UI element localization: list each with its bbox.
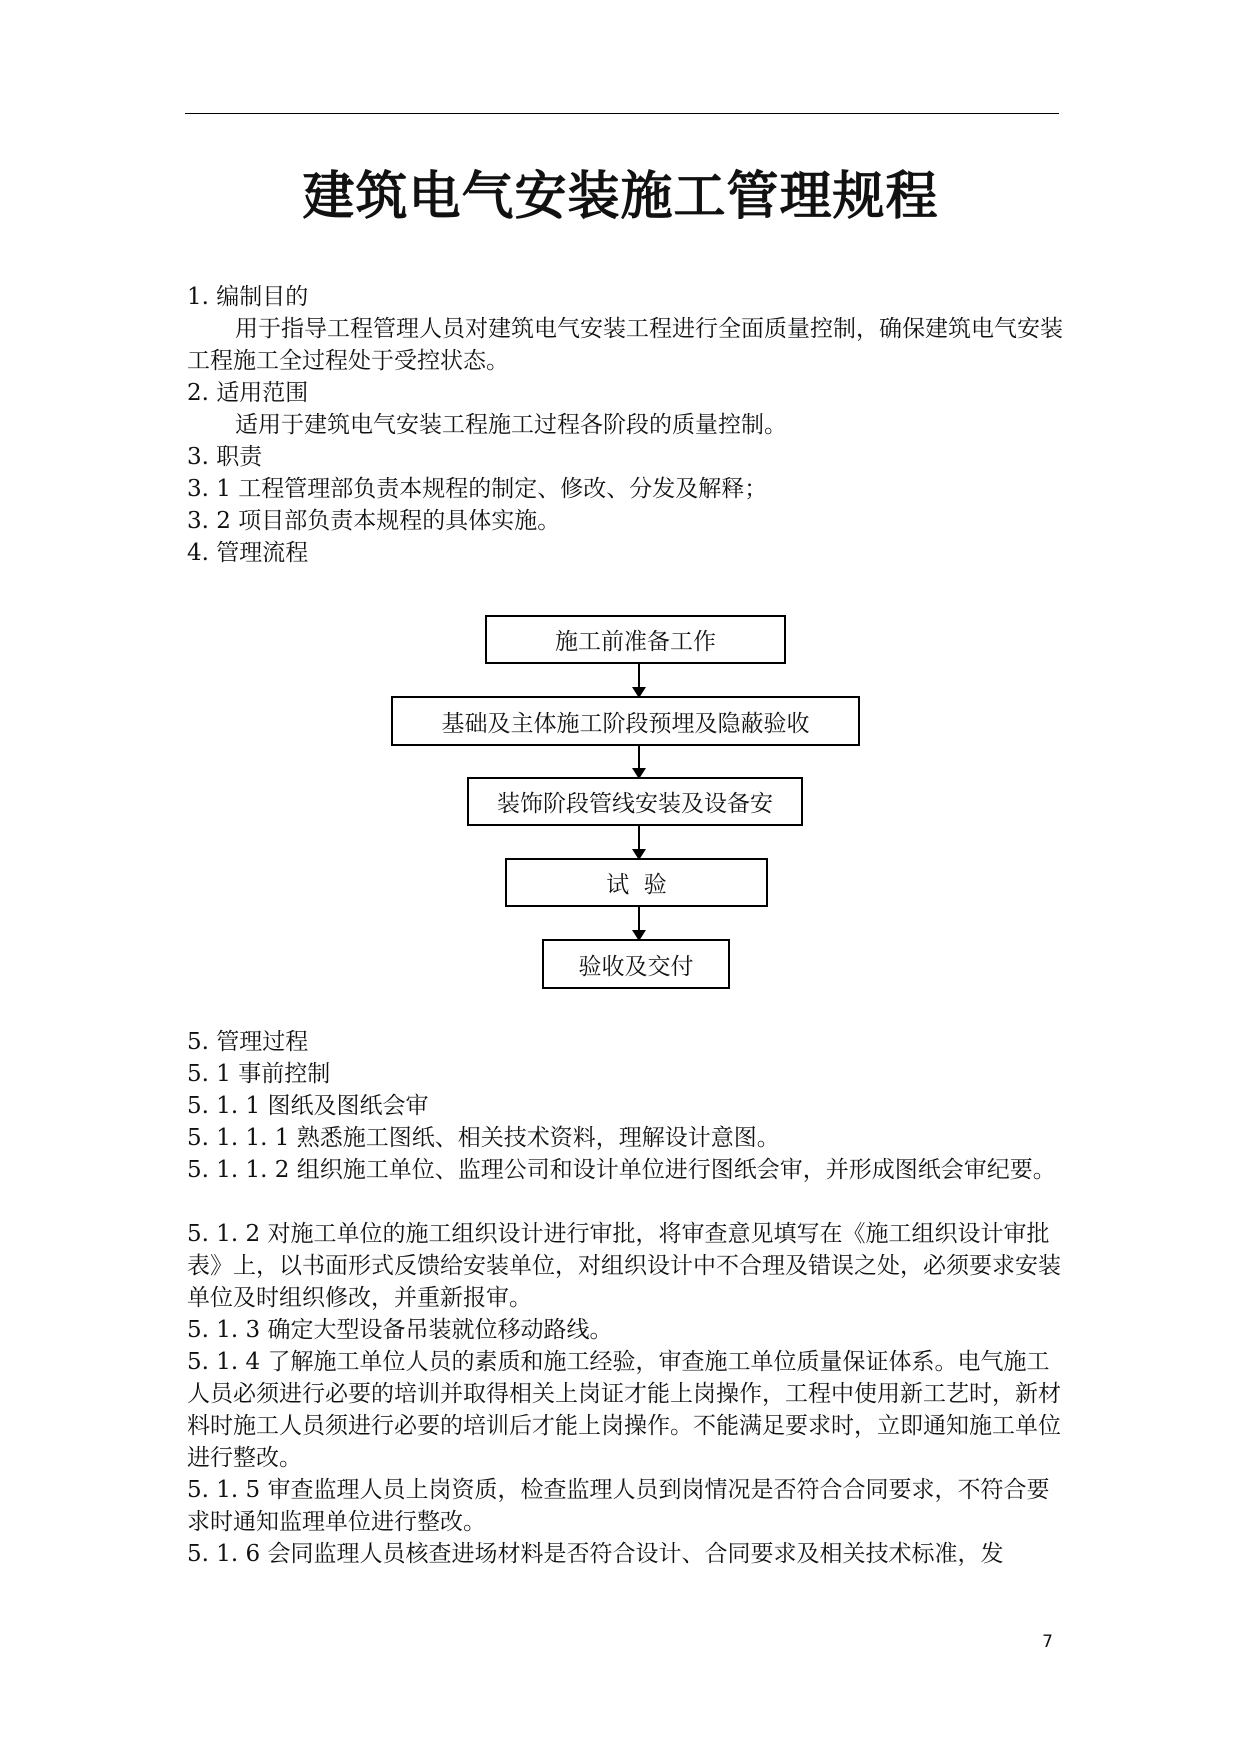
section-2-body: 适用于建筑电气安装工程施工过程各阶段的质量控制。 [235,412,787,438]
section-1-body: 用于指导工程管理人员对建筑电气安装工程进行全面质量控制，确保建筑电气安装工程施工全过程处于受控状态。 [187,316,1063,374]
section-5-1-1: 5. 1. 1 图纸及图纸会审 [187,1093,429,1119]
section-5-1-1-2: 5. 1. 1. 2 组织施工单位、监理公司和设计单位进行图纸会审，并形成图纸会审纪要。 [187,1157,1056,1183]
flowchart-arrow-1 [638,664,640,696]
flowchart-arrow-4 [638,907,640,939]
section-2-heading: 2. 适用范围 [187,380,309,406]
section-1-heading: 1. 编制目的 [187,284,309,310]
flowchart-arrow-2 [638,746,640,777]
section-5-1-2: 5. 1. 2 对施工单位的施工组织设计进行审批，将审查意见填写在《施工组织设计审批表》上，以书面形式反馈给安装单位，对组织设计中不合理及错误之处，必须要求安装单位及时组织修改，并重新报审。 [187,1221,1061,1311]
header-rule [185,113,1059,114]
flowchart-step-2: 基础及主体施工阶段预埋及隐蔽验收 [391,696,860,746]
document-title: 建筑电气安装施工管理规程 [302,166,939,227]
flowchart-step-3: 装饰阶段管线安装及设备安 [467,777,803,826]
flowchart-step-1: 施工前准备工作 [485,615,786,664]
section-5-1-6: 5. 1. 6 会同监理人员核查进场材料是否符合设计、合同要求及相关技术标准，发 [187,1541,1004,1567]
section-5-1-1-1: 5. 1. 1. 1 熟悉施工图纸、相关技术资料，理解设计意图。 [187,1125,780,1151]
page-number: 7 [1042,1632,1053,1652]
section-3-1: 3. 1 工程管理部负责本规程的制定、修改、分发及解释； [187,476,768,502]
flowchart-arrow-3 [638,826,640,858]
section-5-1-4: 5. 1. 4 了解施工单位人员的素质和施工经验，审查施工单位质量保证体系。电气施工人员必须进行必要的培训并取得相关上岗证才能上岗操作，工程中使用新工艺时，新材料时施工人员须进行必要的培训后才能上岗操作。不能满足要求时，立即通知施工单位进行整改。 [187,1349,1061,1471]
section-5-1-3: 5. 1. 3 确定大型设备吊装就位移动路线。 [187,1317,613,1343]
section-5-heading: 5. 管理过程 [187,1029,309,1055]
flowchart-step-5: 验收及交付 [542,939,730,989]
section-4-heading: 4. 管理流程 [187,540,309,566]
section-5-1: 5. 1 事前控制 [187,1061,331,1087]
section-3-heading: 3. 职责 [187,444,263,470]
section-5-1-5: 5. 1. 5 审查监理人员上岗资质，检查监理人员到岗情况是否符合合同要求，不符合要求时通知监理单位进行整改。 [187,1477,1050,1535]
flowchart-step-4: 试 验 [505,858,768,907]
section-3-2: 3. 2 项目部负责本规程的具体实施。 [187,508,561,534]
